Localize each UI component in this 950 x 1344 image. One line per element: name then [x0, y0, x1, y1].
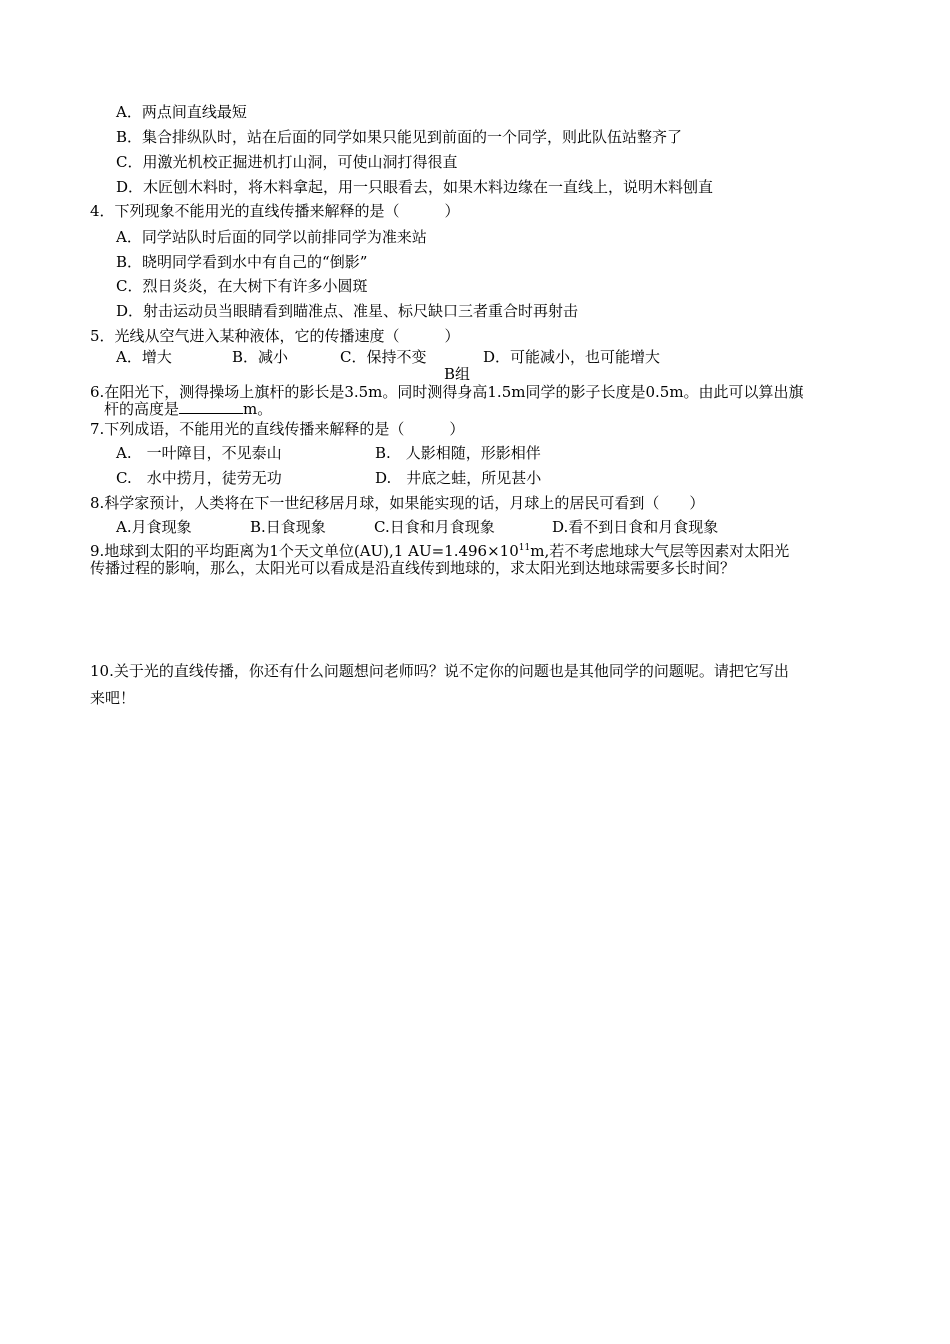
- q7-option-b: B. 人影相随，形影相伴: [375, 444, 541, 462]
- q8-option-b: B.日食现象: [250, 518, 326, 536]
- q4-option-a: A．同学站队时后面的同学以前排同学为准来站: [116, 228, 427, 246]
- q5-option-a: A．增大: [116, 348, 172, 366]
- q6-line2-after: m。: [243, 400, 273, 418]
- q4-stem: 4．下列现象不能用光的直线传播来解释的是（ ）: [90, 202, 460, 220]
- q4-option-c: C．烈日炎炎，在大树下有许多小圆斑: [116, 277, 368, 295]
- q3-option-b: B．集合排纵队时，站在后面的同学如果只能见到前面的一个同学，则此队伍站整齐了: [116, 128, 683, 146]
- q6-line2: [104, 399, 272, 419]
- q9-line2: 传播过程的影响，那么，太阳光可以看成是沿直线传到地球的，求太阳光到达地球需要多长时间？: [90, 559, 736, 577]
- q5-option-d: D．可能减小，也可能增大: [483, 348, 661, 366]
- q7-option-d: D. 井底之蛙，所见甚小: [375, 469, 542, 487]
- q10-line1: 10.关于光的直线传播，你还有什么问题想问老师吗？说不定你的问题也是其他同学的问题呢。请把它写出: [90, 662, 789, 680]
- q6-line2-before: 杆的高度是: [104, 400, 180, 418]
- q8-option-a: A.月食现象: [116, 518, 192, 536]
- q7-option-a: A. 一叶障目，不见泰山: [116, 444, 282, 462]
- q4-option-b: B．晓明同学看到水中有自己的“倒影”: [116, 253, 368, 271]
- q5-option-c: C．保持不变: [340, 348, 427, 366]
- q6-answer-blank[interactable]: [179, 399, 243, 414]
- q7-option-c: C. 水中捞月，徒劳无功: [116, 469, 282, 487]
- q5-stem: 5．光线从空气进入某种液体，它的传播速度（ ）: [90, 327, 460, 345]
- q9-exponent: 11: [518, 543, 531, 553]
- q10-line2: 来吧！: [90, 689, 136, 707]
- q6-line1: 6.在阳光下，测得操场上旗杆的影长是3.5m。同时测得身高1.5m同学的影子长度是0.5m。由此可以算出旗: [90, 383, 804, 401]
- q4-option-d: D．射击运动员当眼睛看到瞄准点、准星、标尺缺口三者重合时再射击: [116, 302, 579, 320]
- q3-option-d: D．木匠刨木料时，将木料拿起，用一只眼看去，如果木料边缘在一直线上，说明木料刨直: [116, 178, 714, 196]
- q8-option-d: D.看不到日食和月食现象: [552, 518, 719, 536]
- q3-option-a: A．两点间直线最短: [116, 103, 247, 121]
- q5-option-b: B．减小: [232, 348, 289, 366]
- q9-line1-b: m,若不考虑地球大气层等因素对太阳光: [530, 542, 790, 560]
- q9-line1-a: 9.地球到太阳的平均距离为1个天文单位(AU),1 AU=1.496×10: [90, 542, 519, 560]
- q8-stem: 8.科学家预计，人类将在下一世纪移居月球，如果能实现的话，月球上的居民可看到（ ）: [90, 494, 705, 512]
- q7-stem: 7.下列成语，不能用光的直线传播来解释的是（ ）: [90, 420, 465, 438]
- q8-option-c: C.日食和月食现象: [374, 518, 495, 536]
- group-b-heading: B组: [444, 365, 471, 383]
- q3-option-c: C．用激光机校正掘进机打山洞，可使山洞打得很直: [116, 153, 458, 171]
